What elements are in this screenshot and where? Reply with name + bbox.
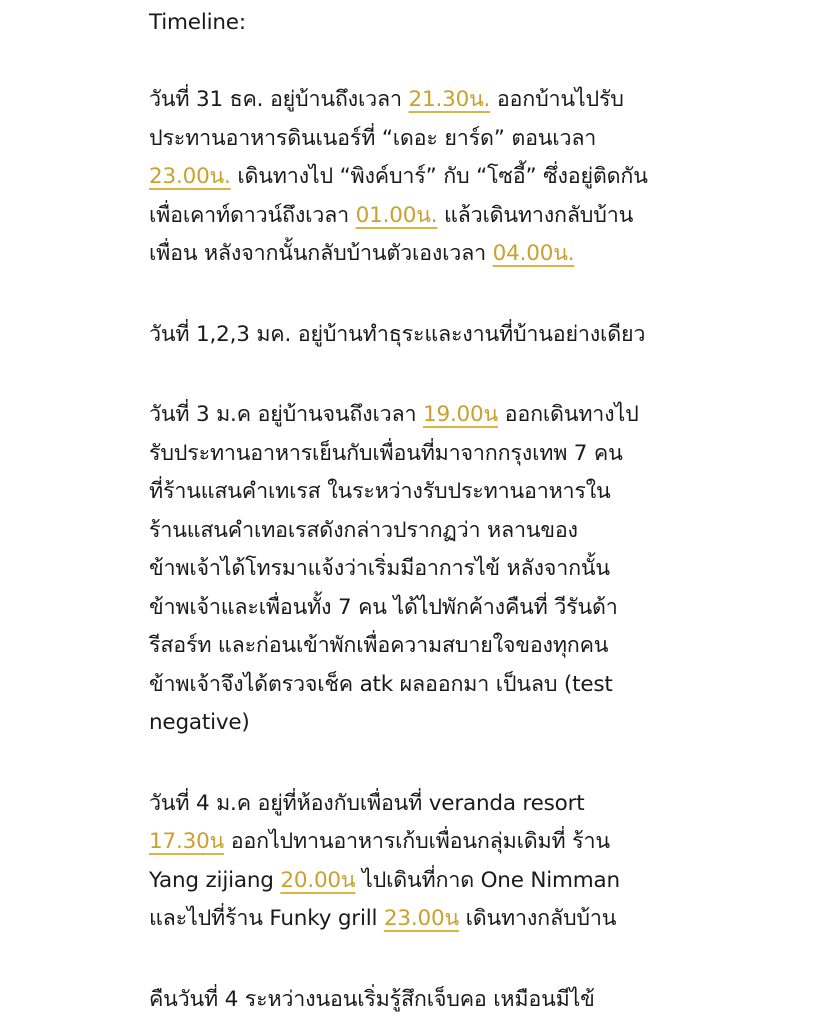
text-line xyxy=(149,981,709,1019)
text-line xyxy=(149,785,709,824)
text-segment: ออกบ้านไปรับ xyxy=(490,87,624,112)
text-line xyxy=(149,235,709,274)
text-segment: เดินทางกลับบ้าน xyxy=(459,906,616,931)
time-link[interactable]: 20.00น xyxy=(280,868,355,893)
text-segment: ออกไปทานอาหารเก้บเพื่อนกลุ่มเดิมที่ ร้าน xyxy=(224,829,610,854)
text-segment: แล้วเดินทางกลับบ้าน xyxy=(437,203,633,228)
timeline-entries xyxy=(149,43,709,1019)
text-segment: วันที่ 1,2,3 มค. อยู่บ้านทำธุระและงานที่บ้านอย่างเดียว xyxy=(149,322,645,347)
text-segment: ร้านแสนคำเทอเรสดังกล่าวปรากฏว่า หลานของ xyxy=(149,518,578,543)
time-link[interactable]: 23.00น. xyxy=(149,164,231,189)
text-segment: ออกเดินทางไป xyxy=(498,402,639,427)
timeline-entry xyxy=(149,785,709,939)
text-segment: รับประทานอาหารเย็นกับเพื่อนที่มาจากกรุงเทพ 7 คน xyxy=(149,441,623,466)
paragraph-gap xyxy=(149,939,709,981)
paragraph-gap xyxy=(149,274,709,316)
time-link[interactable]: 01.00น. xyxy=(356,203,438,228)
text-segment: ข้าพเจ้าได้โทรมาแจ้งว่าเริ่มมีอาการไข้ หลังจากนั้น xyxy=(149,556,610,581)
text-segment: เพื่อน หลังจากนั้นกลับบ้านตัวเองเวลา xyxy=(149,241,493,266)
text-line xyxy=(149,158,709,197)
text-line xyxy=(149,900,709,939)
text-segment: ไปเดินที่กาด One Nimman xyxy=(355,868,620,893)
paragraph-gap xyxy=(149,743,709,785)
text-line xyxy=(149,823,709,862)
text-line xyxy=(149,512,709,551)
text-segment: วันที่ 31 ธค. อยู่บ้านถึงเวลา xyxy=(149,87,409,112)
timeline-entry xyxy=(149,316,709,355)
paragraph-gap xyxy=(149,354,709,396)
text-segment: เพื่อเคาท์ดาวน์ถึงเวลา xyxy=(149,203,356,228)
text-line xyxy=(149,396,709,435)
paragraph-gap xyxy=(149,43,709,82)
text-line xyxy=(149,627,709,666)
text-line xyxy=(149,589,709,628)
text-segment: Yang zijiang xyxy=(149,868,280,893)
document-body xyxy=(149,4,709,1019)
text-segment: วันที่ 3 ม.ค อยู่บ้านจนถึงเวลา xyxy=(149,402,423,427)
timeline-heading: Timeline: xyxy=(149,4,709,43)
timeline-entry xyxy=(149,981,709,1019)
text-segment: ข้าพเจ้าและเพื่อนทั้ง 7 คน ได้ไปพักค้างคืนที่ วีรันด้า xyxy=(149,595,618,620)
text-segment: ข้าพเจ้าจึงได้ตรวจเช็ค atk ผลออกมา เป็นลบ (test xyxy=(149,672,613,697)
text-segment: รีสอร์ท และก่อนเข้าพักเพื่อความสบายใจของทุกคน xyxy=(149,633,608,658)
time-link[interactable]: 04.00น. xyxy=(493,241,575,266)
text-segment: และไปที่ร้าน Funky grill xyxy=(149,906,384,931)
text-line xyxy=(149,666,709,705)
timeline-entry xyxy=(149,396,709,743)
text-line xyxy=(149,120,709,159)
text-segment: ที่ร้านแสนคำเทเรส ในระหว่างรับประทานอาหารใน xyxy=(149,479,611,504)
text-segment: คืนวันที่ 4 ระหว่างนอนเริ่มรู้สึกเจ็บคอ เหมือนมีไข้ xyxy=(149,987,595,1012)
text-line xyxy=(149,316,709,355)
text-line xyxy=(149,704,709,743)
text-segment: เดินทางไป “พิงค์บาร์” กับ “โซอี้” ซึ่งอยู่ติดกัน xyxy=(231,164,648,189)
text-line xyxy=(149,197,709,236)
text-line xyxy=(149,435,709,474)
text-line xyxy=(149,473,709,512)
text-segment: negative) xyxy=(149,710,250,735)
text-line xyxy=(149,81,709,120)
time-link[interactable]: 23.00น xyxy=(384,906,459,931)
timeline-entry xyxy=(149,81,709,274)
time-link[interactable]: 17.30น xyxy=(149,829,224,854)
text-segment: ประทานอาหารดินเนอร์ที่ “เดอะ ยาร์ด” ตอนเวลา xyxy=(149,126,596,151)
text-line xyxy=(149,550,709,589)
text-segment: วันที่ 4 ม.ค อยู่ที่ห้องกับเพื่อนที่ veranda resort xyxy=(149,791,584,816)
time-link[interactable]: 21.30น. xyxy=(409,87,491,112)
time-link[interactable]: 19.00น xyxy=(423,402,498,427)
text-line xyxy=(149,862,709,901)
